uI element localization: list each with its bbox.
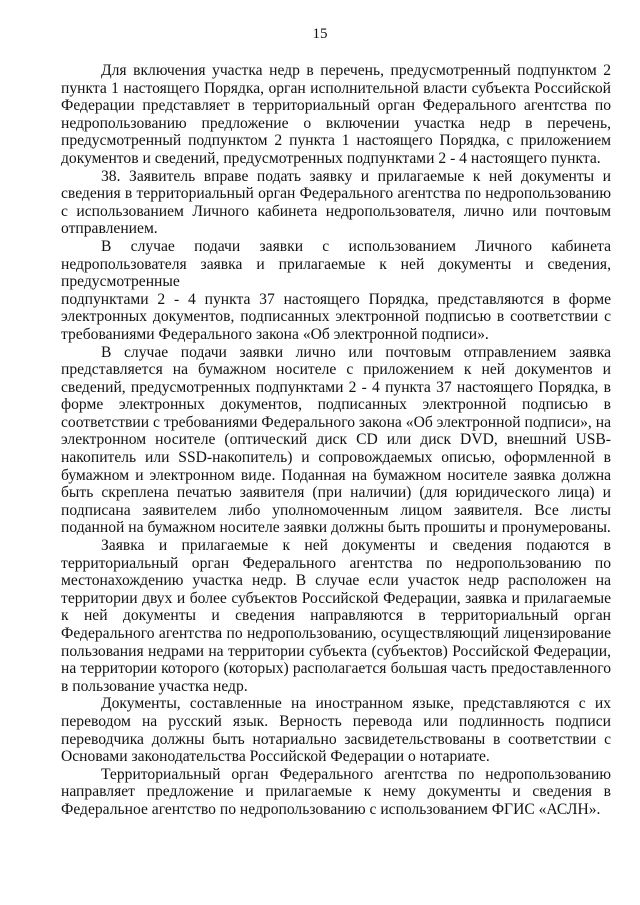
paragraph-forwarding: Территориальный орган Федерального агентства по недропользованию направляет предложение и прилагаемые к нему документы и сведения в Федеральное агентство по недропользованию с использованием ФГИС «АСЛН». xyxy=(61,765,611,818)
paragraph-38-submission: 38. Заявитель вправе подать заявку и прилагаемые к ней документы и сведения в территориальный орган Федерального агентства по недропользованию с использованием Личного кабинета недропользователя, лично или почтовым отправлением. xyxy=(61,167,611,238)
paragraph-foreign-language: Документы, составленные на иностранном языке, представляются с их переводом на русский язык. Верность перевода или подлинность подписи переводчика должны быть нотариально засвидетельствованы в соответствии с Основами законодательства Российской Федерации о нотариате. xyxy=(61,695,611,766)
document-body xyxy=(61,62,611,819)
paragraph-paper-submission: В случае подачи заявки лично или почтовым отправлением заявка представляется на бумажном носителе с приложением к ней документов и сведений, предусмотренных подпунктами 2 - 4 пункта 37 настоящего Порядка, в форме электронных документов, подписанных электронной подписью в соответствии с требованиями Федерального закона «Об электронной подписи», на электронном носителе (оптический диск CD или диск DVD, внешний USB-накопитель или SSD-накопитель) и сопровождаемых описью, оформленной в бумажном и электронном виде. Поданная на бумажном носителе заявка должна быть скреплена печатью заявителя (при наличии) (для юридического лица) и подписана заявителем либо уполномоченным лицом заявителя. Все листы поданной на бумажном носителе заявки должны быть прошиты и пронумерованы. xyxy=(61,343,611,537)
paragraph-territorial-body: Заявка и прилагаемые к ней документы и сведения подаются в территориальный орган Федерального агентства по недропользованию по местонахождению участка недр. В случае если участок недр расположен на территории двух и более субъектов Российской Федерации, заявка и прилагаемые к ней документы и сведения направляются в территориальный орган Федерального агентства по недропользованию, осуществляющий лицензирование пользования недрами на территории субъекта (субъектов) Российской Федерации, на территории которого (которых) располагается большая часть предоставленного в пользование участка недр. xyxy=(61,537,611,695)
paragraph-personal-account: В случае подачи заявки с использованием Личного кабинета недропользователя заявка и прилагаемые к ней документы и сведения, предусмотренные xyxy=(61,237,611,291)
paragraph-electronic-documents: подпунктами 2 - 4 пункта 37 настоящего Порядка, представляются в форме электронных документов, подписанных электронной подписью в соответствии с требованиями Федерального закона «Об электронной подписи». xyxy=(61,290,611,343)
paragraph-inclusion-proposal: Для включения участка недр в перечень, предусмотренный подпунктом 2 пункта 1 настоящего Порядка, орган исполнительной власти субъекта Российской Федерации представляет в территориальный орган Федерального агентства по недропользованию предложение о включении участка недр в перечень, предусмотренный подпунктом 2 пункта 1 настоящего Порядка, с приложением документов и сведений, предусмотренных подпунктами 2 - 4 настоящего пункта. xyxy=(61,62,611,167)
page-number: 15 xyxy=(312,26,328,42)
